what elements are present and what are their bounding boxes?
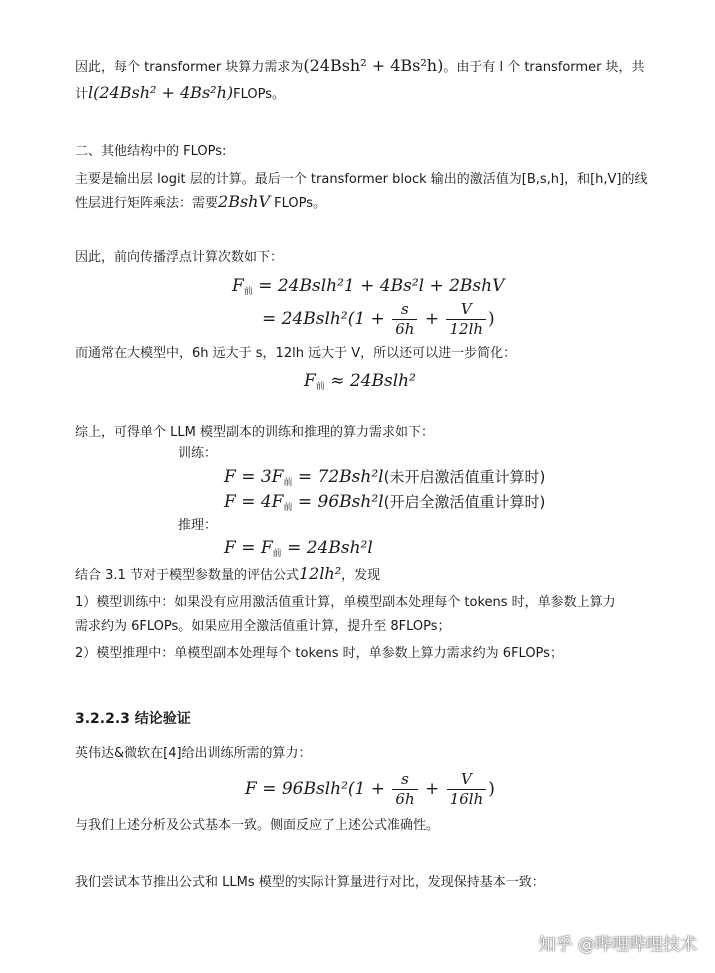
paragraph-simplify: 而通常在大模型中，6h 远大于 s，12lh 远大于 V，所以还可以进一步简化： xyxy=(75,346,517,361)
paragraph-summary: 综上，可得单个 LLM 模型副本的训练和推理的算力需求如下： xyxy=(75,425,434,440)
eq-sub: 前 xyxy=(315,382,325,392)
eq-lhs: F xyxy=(304,371,316,391)
eq-b: = 24Bsh²l xyxy=(287,538,373,558)
num: s xyxy=(392,770,417,790)
den: 6h xyxy=(395,320,415,338)
label-inference: 推理： xyxy=(178,518,218,533)
eq-rhs: ≈ 24Bslh² xyxy=(330,371,416,391)
den: 12lh xyxy=(449,320,484,338)
formula-total-flops: l(24Bsh² + 4Bs²h) xyxy=(88,83,234,102)
paragraph-comparison: 我们尝试本节推出公式和 LLMs 模型的实际计算量进行对比，发现保持基本一致： xyxy=(75,875,545,890)
eq-b: = 72Bsh²l xyxy=(297,467,384,487)
num: V xyxy=(446,300,486,320)
paragraph-matrix-mult xyxy=(75,193,326,213)
text: 。由于有 l 个 transformer 块，共 xyxy=(443,60,645,75)
den: 6h xyxy=(395,790,415,808)
formula-block-flops: (24Bsh² + 4Bs²h) xyxy=(303,56,444,75)
den: 16lh xyxy=(449,790,484,808)
eq-b: = 96Bsh²l xyxy=(297,492,384,512)
num: s xyxy=(392,300,417,320)
eq-lhs: F xyxy=(232,276,244,296)
equation-forward-line2 xyxy=(262,300,495,339)
paragraph-forward-intro: 因此，前向传播浮点计算次数如下： xyxy=(75,250,284,265)
equation-simplified xyxy=(304,371,416,392)
paragraph-transformer-block xyxy=(75,57,645,77)
eq-a: F = 96Bslh²(1 + xyxy=(245,779,385,799)
eq-sub: 前 xyxy=(283,503,293,513)
equation-train-no-recompute xyxy=(224,466,545,488)
eq-rhs: = 24Bslh²(1 + xyxy=(262,309,385,329)
watermark-zhihu: 知乎 @哔哩哔哩技术 xyxy=(538,935,697,955)
eq-sub: 前 xyxy=(272,549,282,559)
text: 计 xyxy=(75,87,89,102)
section-title-other-structures: 二、其他结构中的 FLOPs: xyxy=(75,144,227,159)
paragraph-training-note-1: 1）模型训练中：如果没有应用激活值重计算，单模型副本处理每个 tokens 时，单参数上算力 xyxy=(75,595,616,610)
paren: ) xyxy=(488,779,495,799)
equation-nvidia xyxy=(245,770,495,809)
section-heading-conclusion: 3.2.2.3 结论验证 xyxy=(75,711,191,727)
eq-sub: 前 xyxy=(243,287,253,297)
equation-inference xyxy=(224,538,373,559)
num: V xyxy=(447,770,487,790)
eq-rhs: = 24Bslh²1 + 4Bs²l + 2BshV xyxy=(258,276,505,296)
text: 因此，每个 transformer 块算力需求为 xyxy=(75,60,304,75)
paragraph-total xyxy=(75,84,285,104)
fraction-s-6h xyxy=(392,770,417,809)
eq-note: (开启全激活值重计算时) xyxy=(383,493,546,511)
plus: + xyxy=(424,309,440,329)
label-training: 训练： xyxy=(178,446,218,461)
formula-12lh2: 12lh² xyxy=(298,564,342,583)
paragraph-consistency: 与我们上述分析及公式基本一致。侧面反应了上述公式准确性。 xyxy=(75,818,440,833)
plus: + xyxy=(425,779,440,799)
fraction-s-6h xyxy=(392,300,417,339)
eq-a: F = 4F xyxy=(224,492,284,512)
eq-note: (未开启激活值重计算时) xyxy=(383,468,546,486)
eq-a: F = F xyxy=(224,538,273,558)
equation-train-recompute xyxy=(224,491,545,513)
paragraph-combine xyxy=(75,565,380,585)
eq-sub: 前 xyxy=(283,478,293,488)
fraction-v-12lh xyxy=(446,300,486,339)
paragraph-logit-layer: 主要是输出层 logit 层的计算。最后一个 transformer block 输出的激活值为[B,s,h]，和[h,V]的线 xyxy=(75,172,648,187)
equation-forward-line1 xyxy=(232,276,504,297)
text: 结合 3.1 节对于模型参数量的评估公式 xyxy=(75,568,299,583)
text: ，发现 xyxy=(341,568,381,583)
formula-2bshv: 2BshV xyxy=(218,192,271,211)
text: 性层进行矩阵乘法：需要 xyxy=(75,196,219,211)
paren: ) xyxy=(488,309,495,329)
paragraph-training-note-2: 需求约为 6FLOPs。如果应用全激活值重计算，提升至 8FLOPs； xyxy=(75,619,451,634)
paragraph-nvidia-ms: 英伟达&微软在[4]给出训练所需的算力： xyxy=(75,746,312,761)
eq-a: F = 3F xyxy=(224,467,284,487)
paragraph-inference-note: 2）模型推理中：单模型副本处理每个 tokens 时，单参数上算力需求约为 6FLOPs； xyxy=(75,646,563,661)
text: FLOPs。 xyxy=(270,196,327,211)
text: FLOPs。 xyxy=(233,87,285,102)
fraction-v-16lh xyxy=(447,770,487,809)
